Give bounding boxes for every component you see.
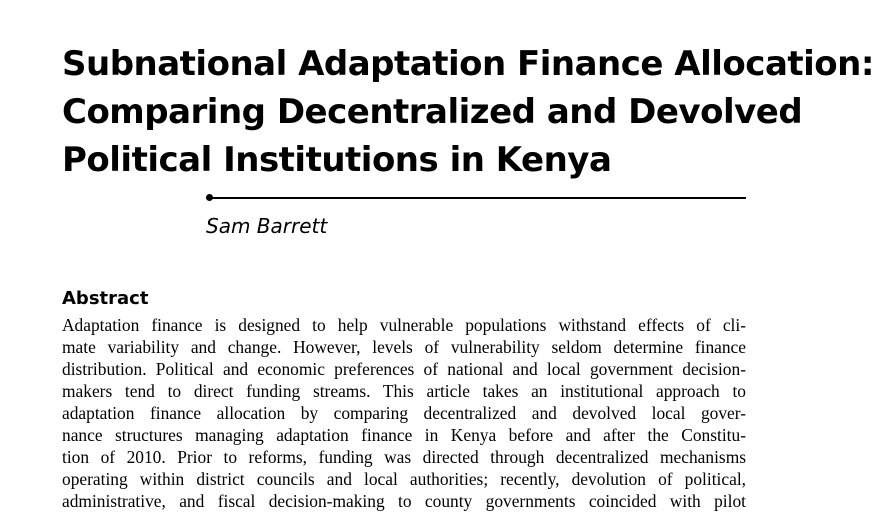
title-line-2: Comparing Decentralized and Devolved (62, 92, 803, 132)
title-divider-rule (209, 197, 746, 199)
abstract-line: mate variability and change. However, levels of vulnerability seldom determine finance (62, 337, 746, 357)
title-line-3: Political Institutions in Kenya (62, 140, 612, 180)
abstract-line: administrative, and fiscal decision-making to county governments coincided with pilot (62, 491, 746, 511)
abstract-line: operating within district councils and local authorities; recently, devolution of political, (62, 469, 746, 489)
author-name: Sam Barrett (206, 214, 328, 238)
abstract-line: tion of 2010. Prior to reforms, funding was directed through decentralized mechanisms (62, 447, 746, 467)
abstract-heading: Abstract (62, 288, 149, 309)
title-line-1: Subnational Adaptation Finance Allocation: (62, 44, 874, 84)
abstract-line: Adaptation finance is designed to help vulnerable populations withstand effects of cli- (62, 315, 746, 335)
abstract-line: makers tend to direct funding streams. This article takes an institutional approach to (62, 381, 746, 401)
abstract-line: distribution. Political and economic preferences of national and local government decision- (62, 359, 746, 379)
abstract-line: nance structures managing adaptation finance in Kenya before and after the Constitu- (62, 425, 746, 445)
abstract-line: adaptation finance allocation by comparing decentralized and devolved local gover- (62, 403, 746, 423)
abstract-text (62, 314, 746, 512)
article-title (62, 40, 874, 184)
